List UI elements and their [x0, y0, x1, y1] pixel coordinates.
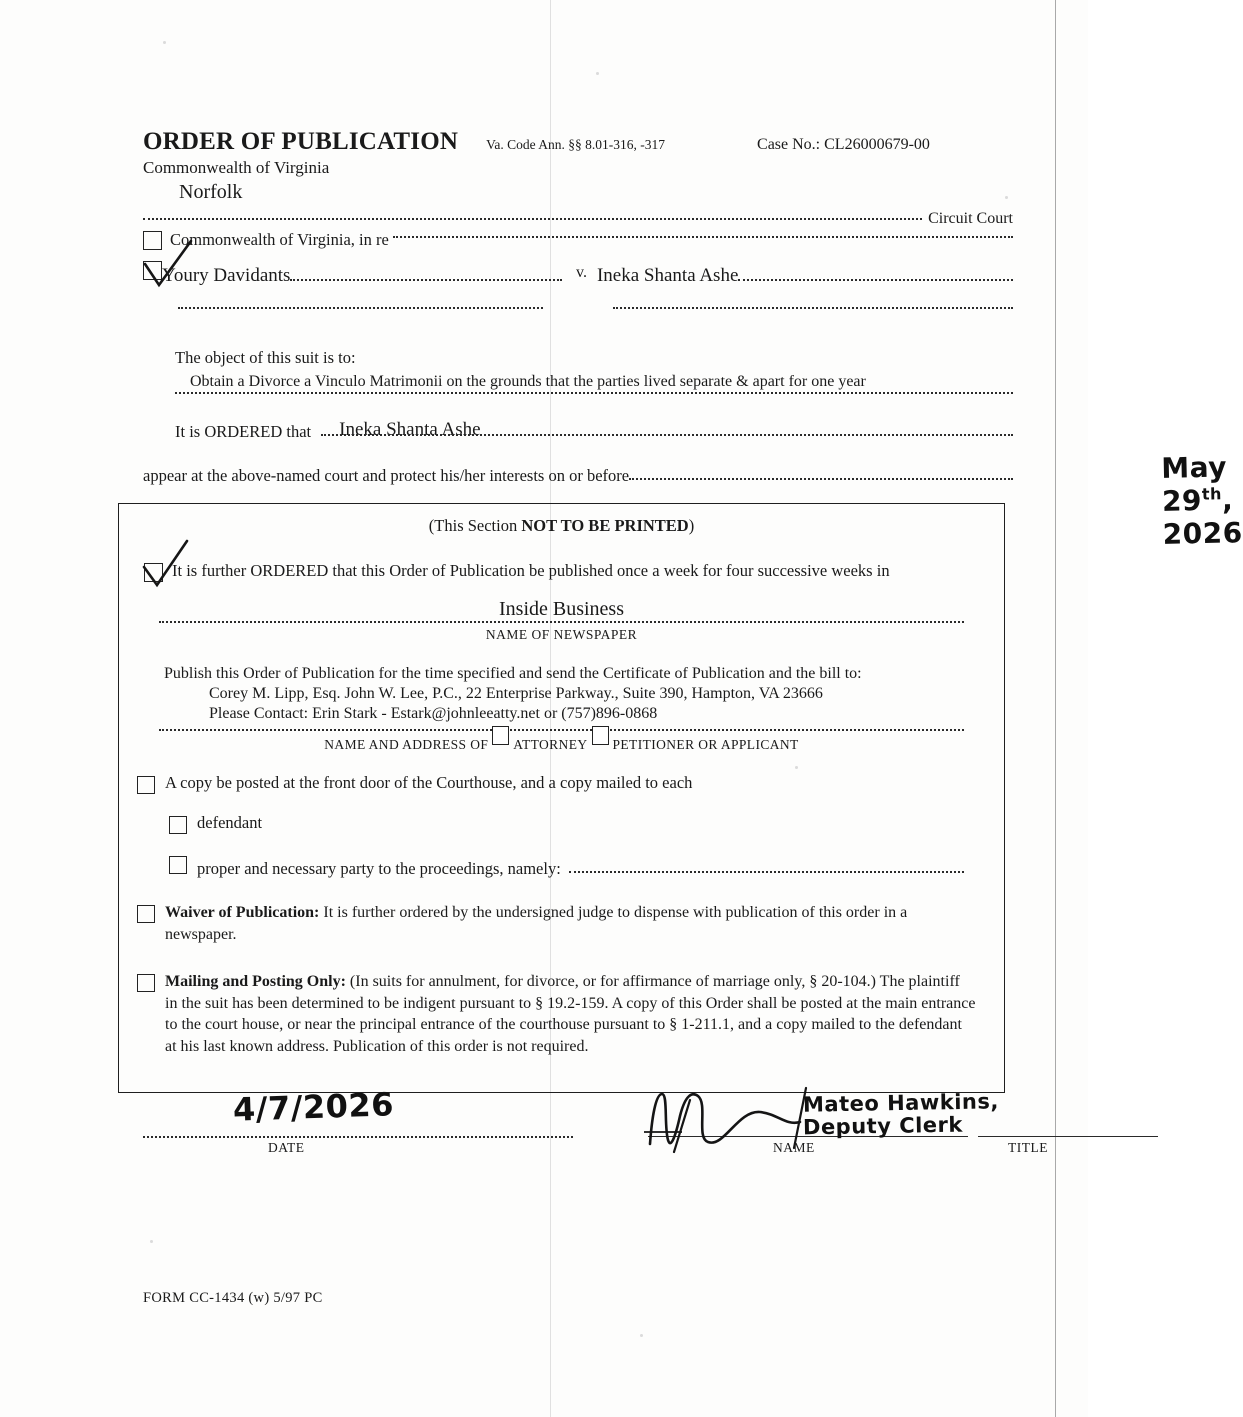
boxed-title-prefix: (This Section: [428, 516, 522, 535]
waiver-text: It is further ordered by the undersigned judge to dispense with publication of this order in a newspaper.: [165, 904, 908, 943]
checkbox-posted-at-courthouse[interactable]: [137, 776, 155, 794]
parties-row: [143, 262, 1013, 284]
boxed-section-title: [119, 516, 1004, 536]
petitioner-caption: PETITIONER OR APPLICANT: [612, 736, 799, 752]
address-caption-row: [159, 735, 964, 754]
defendant-text: defendant: [197, 813, 263, 832]
defendant-blank-dots: [613, 307, 1013, 309]
waiver-of-publication-row: [119, 902, 1004, 945]
checkbox-plaintiff-party[interactable]: [143, 261, 162, 280]
newspaper-caption: NAME OF NEWSPAPER: [485, 627, 638, 642]
mailing-paragraph: [165, 971, 976, 1057]
attorney-address-line: Corey M. Lipp, Esq. John W. Lee, P.C., 22 Enterprise Parkway., Suite 390, Hampton, VA 23666: [209, 685, 823, 702]
ordered-party-value: Ineka Shanta Ashe: [339, 419, 481, 440]
checkbox-petitioner-or-applicant[interactable]: [592, 726, 609, 745]
attorney-contact-line: Please Contact: Erin Stark - Estark@johnleeatty.net or (757)896-0868: [209, 705, 658, 722]
appear-lead-label: appear at the above-named court and protect his/her interests on or before: [143, 466, 630, 485]
posted-at-courthouse-row: [119, 774, 1004, 794]
date-caption: DATE: [268, 1140, 305, 1155]
case-number: Case No.: CL26000679-00: [757, 136, 930, 153]
object-leader-dots: [175, 392, 1013, 394]
name-caption: NAME: [773, 1140, 815, 1155]
publish-instructions-block: [159, 665, 964, 754]
handwritten-clerk-name: Mateo Hawkins,: [802, 1089, 1000, 1117]
mailing-label: Mailing and Posting Only:: [165, 973, 346, 991]
code-citation: Va. Code Ann. §§ 8.01-316, -317: [486, 137, 666, 152]
posted-at-courthouse-text: A copy be posted at the front door of the Courthouse, and a copy mailed to each: [165, 773, 693, 792]
in-re-leader-dots: [393, 236, 1013, 238]
plaintiff-blank-dots: [178, 307, 543, 309]
checkbox-defendant[interactable]: [169, 816, 187, 834]
proper-party-leader-dots: [569, 871, 964, 873]
checkbox-mailing-and-posting[interactable]: [137, 974, 155, 992]
versus-label: v.: [576, 264, 587, 281]
defendant-row: [119, 814, 1004, 834]
plaintiff-leader-dots: [290, 279, 562, 281]
document-header: [143, 128, 1013, 178]
ordered-leader-dots: [321, 434, 1013, 436]
checkbox-attorney[interactable]: [492, 726, 509, 745]
date-line: [143, 1136, 573, 1138]
plaintiff-name: Youry Davidants: [162, 265, 291, 286]
handwritten-signature-date: 4/7/2026: [232, 1085, 395, 1129]
name-and-address-of-caption: NAME AND ADDRESS OF: [324, 736, 489, 752]
in-re-label: Commonwealth of Virginia, in re: [170, 230, 389, 249]
proper-party-text: proper and necessary party to the proceedings, namely:: [197, 859, 561, 878]
page-title: ORDER OF PUBLICATION: [143, 128, 459, 155]
form-identifier: FORM CC-1434 (w) 5/97 PC: [143, 1290, 323, 1306]
title-caption: TITLE: [1008, 1140, 1048, 1155]
object-text-value: Obtain a Divorce a Vinculo Matrimonii on the grounds that the parties lived separate & apart for one year: [190, 373, 866, 390]
circuit-court-label: Circuit Court: [928, 210, 1013, 227]
newspaper-leader-dots: [159, 621, 964, 623]
handwritten-clerk-title: Deputy Clerk: [802, 1112, 964, 1140]
defendant-name: Ineka Shanta Ashe: [596, 265, 739, 286]
checkbox-commonwealth-in-re[interactable]: [143, 231, 162, 250]
newspaper-field: [159, 596, 964, 643]
address-leader-dots: [159, 729, 964, 731]
newspaper-name-value: Inside Business: [499, 598, 624, 620]
boxed-title-suffix: ): [688, 516, 695, 535]
waiver-paragraph: [165, 902, 976, 945]
signature-area: [143, 1085, 1048, 1180]
publication-ordered-text: It is further ORDERED that this Order of Publication be published once a week for four successive weeks in: [172, 561, 890, 580]
not-to-be-printed-section: [118, 503, 1005, 1093]
checkbox-publication-ordered[interactable]: [144, 563, 163, 582]
handwritten-appear-date: May 29th, 2026: [1161, 450, 1243, 551]
mailing-text: (In suits for annulment, for divorce, or for affirmance of marriage only, § 20-104.) The plaintiff in the suit has been determined to be indigent pursuant to § 19.2-159. A copy of this Order shall be posted at the main entrance to the court house, or near the principal entrance of the courthouse pursuant to § 1-211.1, and a copy mailed to the defendant at his last known address. Publication of this order is not required.: [165, 973, 976, 1055]
court-field: [143, 181, 1013, 227]
checkbox-proper-party[interactable]: [169, 856, 187, 874]
court-name-value: Norfolk: [179, 181, 243, 203]
publication-ordered-row: [119, 562, 1004, 582]
checkbox-waiver-of-publication[interactable]: [137, 905, 155, 923]
publish-instruction-line: Publish this Order of Publication for the time specified and send the Certificate of Publication and the bill to:: [164, 665, 862, 682]
court-leader-dots: [143, 218, 922, 220]
waiver-label: Waiver of Publication:: [165, 904, 320, 921]
parties-row-blank: [178, 310, 1013, 312]
in-re-row: [143, 230, 1013, 250]
appear-leader-dots: [629, 450, 1243, 551]
object-of-suit-block: [175, 348, 1013, 394]
it-is-ordered-row: [175, 417, 1013, 439]
object-lead-label: The object of this suit is to:: [175, 348, 356, 367]
proper-party-row: [119, 856, 1004, 876]
mailing-and-posting-row: [119, 971, 1004, 1057]
commonwealth-subtitle: Commonwealth of Virginia: [143, 158, 330, 177]
boxed-title-bold: NOT TO BE PRINTED: [521, 516, 689, 535]
attorney-caption: ATTORNEY: [513, 736, 588, 752]
ordered-lead-label: It is ORDERED that: [175, 422, 312, 441]
defendant-leader-dots: [738, 279, 1013, 281]
title-line: [978, 1136, 1158, 1137]
